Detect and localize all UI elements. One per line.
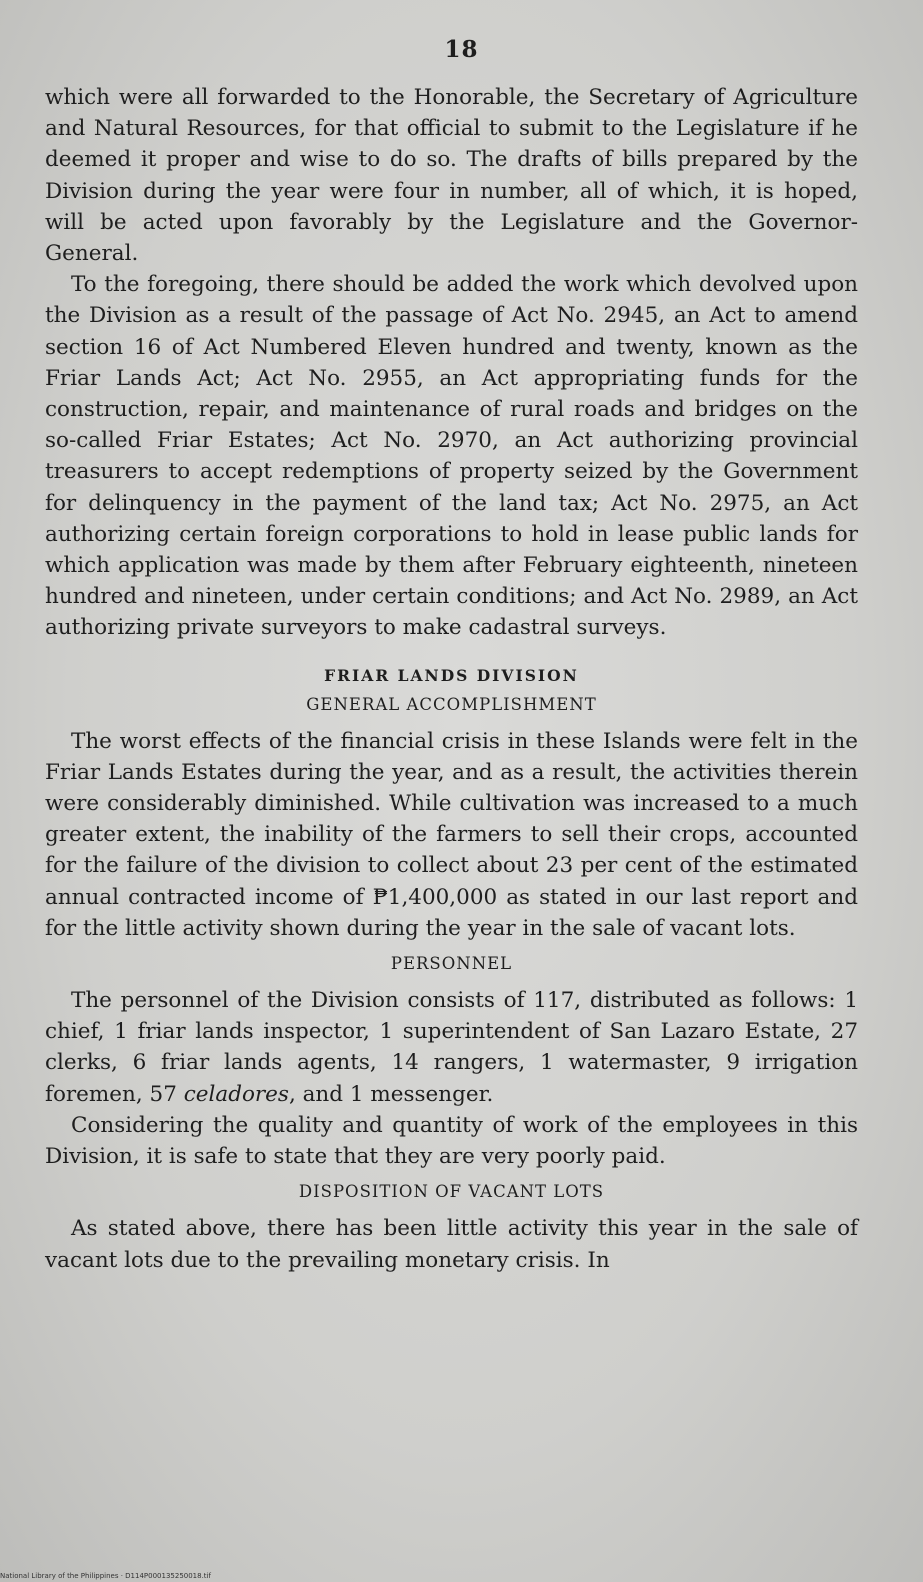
scan-footer-caption: National Library of the Philippines · D114P000135250018.tif (0, 1572, 211, 1580)
paragraph-personnel (45, 985, 858, 1110)
subheading-disposition-vacant-lots: DISPOSITION OF VACANT LOTS (298, 1182, 605, 1202)
subheading-personnel: PERSONNEL (390, 954, 513, 974)
page-content (45, 82, 858, 1276)
subheading-general-accomplishment: GENERAL ACCOMPLISHMENT (306, 694, 597, 714)
section-heading-friar-lands-division: FRIAR LANDS DIVISION (324, 665, 579, 685)
paragraph-vacant-lots: As stated above, there has been little activity this year in the sale of vacant lots due to the prevailing monetary crisis. In (45, 1216, 858, 1273)
paragraph-financial-crisis: The worst effects of the financial crisis in these Islands were felt in the Friar Lands Estates during the year, and as a result, the activities therein were considerably diminished. While cultivation was increased to a much greater extent, the inability of the farmers to sell their crops, accounted for the failure of the division to collect about 23 per cent of the estimated annual contracted income of ₱1,400,000 as stated in our last report and for the little activity shown during the year in the sale of vacant lots. (45, 728, 858, 941)
personnel-text-start: The personnel of the Division consists of 117, distributed as follows: 1 chief, 1 friar lands inspector, 1 superintendent of San Lazaro Estate, 27 clerks, 6 friar lands agents, 14 rangers, 1 watermaster, 9 irrigation foremen, 57 (45, 988, 858, 1107)
paragraph-continuation: which were all forwarded to the Honorable, the Secretary of Agriculture and Natural Resources, for that official to submit to the Legislature if he deemed it proper and wise to do so. The drafts of bills prepared by the Division during the year were four in number, all of which, it is hoped, will be acted upon favorably by the Legislature and the Governor-General. (45, 85, 858, 267)
page-number: 18 (444, 36, 479, 63)
personnel-text-end: , and 1 messenger. (288, 1081, 494, 1107)
paragraph-acts: To the foregoing, there should be added the work which devolved upon the Division as a result of the passage of Act No. 2945, an Act to amend section 16 of Act Numbered Eleven hundred and twenty, known as the Friar Lands Act; Act No. 2955, an Act appropriating funds for the construction, repair, and maintenance of rural roads and bridges on the so-called Friar Estates; Act No. 2970, an Act authorizing provincial treasurers to accept redemptions of property seized by the Government for delinquency in the payment of the land tax; Act No. 2975, an Act authorizing certain foreign corporations to hold in lease public lands for which application was made by them after February eighteenth, nineteen hundred and nineteen, under certain conditions; and Act No. 2989, an Act authorizing private surveyors to make cadastral surveys. (45, 272, 858, 641)
personnel-italic-term: celadores (183, 1081, 289, 1107)
paragraph-pay: Considering the quality and quantity of work of the employees in this Division, it is safe to state that they are very poorly paid. (45, 1112, 858, 1170)
